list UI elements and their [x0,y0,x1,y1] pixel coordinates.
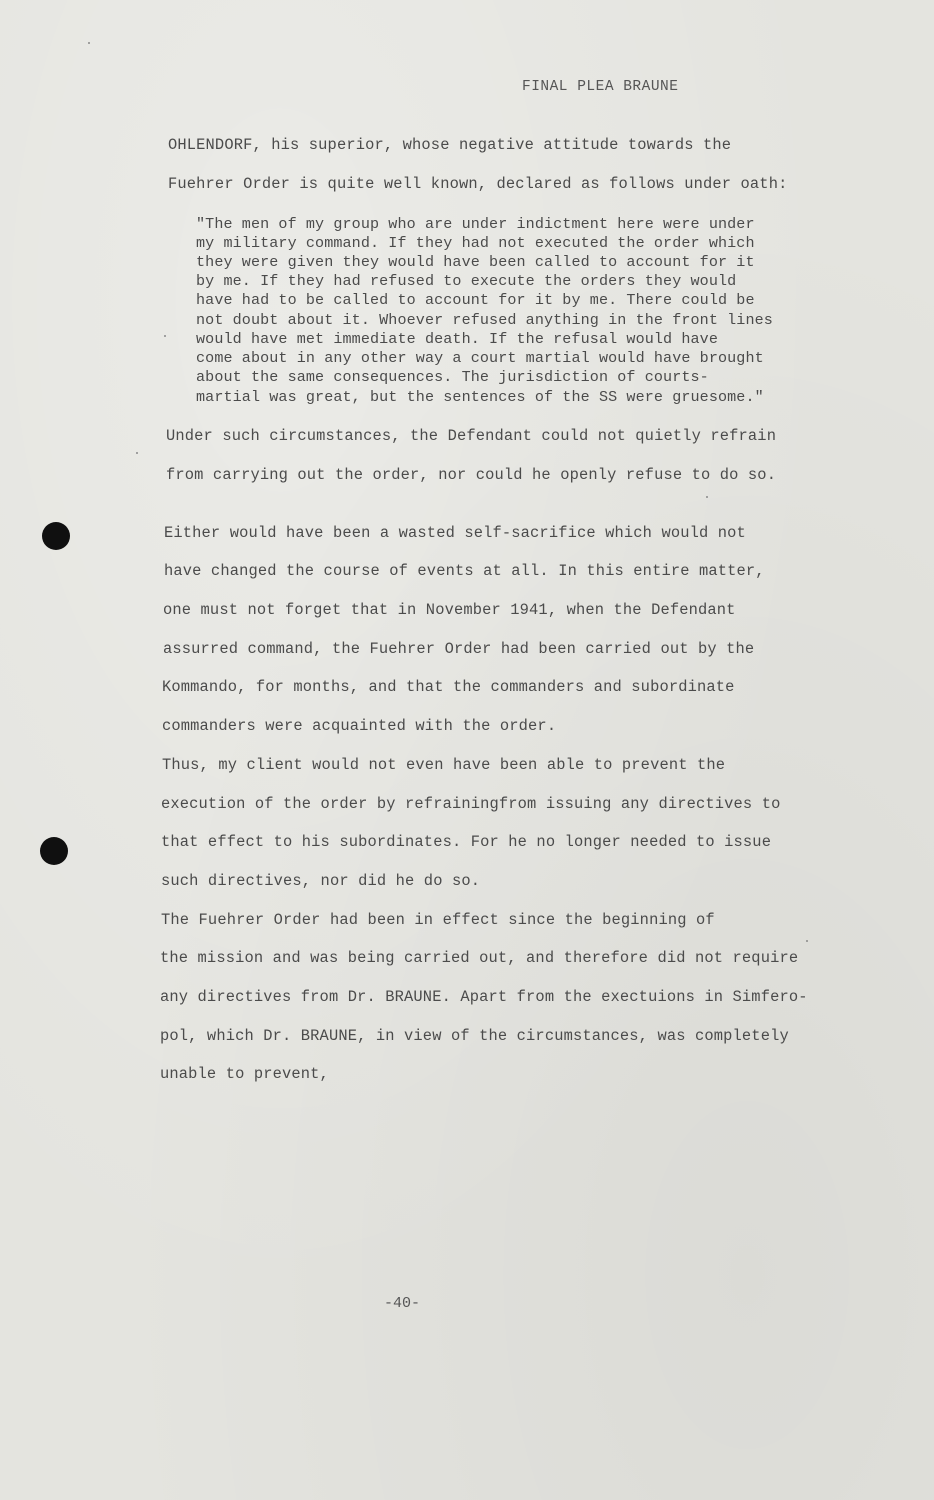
quote-line-10: martial was great, but the sentences of the SS were gruesome." [196,388,764,406]
quote-line-6: not doubt about it. Whoever refused anything in the front lines [196,311,773,329]
quote-line-9: about the same consequences. The jurisdiction of courts- [196,368,709,386]
quote-line-5: have had to be called to account for it by me. There could be [196,291,755,309]
document-header: FINAL PLEA BRAUNE [522,79,679,95]
quote-line-8: come about in any other way a court martial would have brought [196,349,764,367]
paragraph-line-4: assurred command, the Fuehrer Order had been carried out by the [163,640,755,658]
paragraph-line-13: any directives from Dr. BRAUNE. Apart from the exectuions in Simfero- [160,988,808,1006]
after-quote-line-1: Under such circumstances, the Defendant could not quietly refrain [166,427,777,445]
quote-line-7: would have met immediate death. If the refusal would have [196,330,718,348]
quote-line-4: by me. If they had refused to execute the orders they would [196,272,737,290]
paragraph-line-5: Kommando, for months, and that the commanders and subordinate [162,678,735,696]
paper-speck [88,42,90,44]
intro-line-2: Fuehrer Order is quite well known, declared as follows under oath: [168,175,788,193]
paragraph-line-15: unable to prevent, [160,1065,329,1083]
paragraph-line-1: Either would have been a wasted self-sacrifice which would not [164,524,746,542]
paper-speck [164,335,166,337]
paragraph-line-6: commanders were acquainted with the order. [162,717,557,735]
paragraph-line-7: Thus, my client would not even have been able to prevent the [162,756,726,774]
intro-line-1: OHLENDORF, his superior, whose negative attitude towards the [168,136,732,154]
paragraph-line-11: The Fuehrer Order had been in effect since the beginning of [161,911,715,929]
quote-line-3: they were given they would have been called to account for it [196,253,755,271]
quote-line-1: "The men of my group who are under indictment here were under [196,215,755,233]
paragraph-line-3: one must not forget that in November 1941, when the Defendant [163,601,736,619]
paragraph-line-10: such directives, nor did he do so. [161,872,481,890]
page-number: -40- [384,1295,421,1312]
paragraph-line-8: execution of the order by refrainingfrom issuing any directives to [161,795,781,813]
quote-line-2: my military command. If they had not executed the order which [196,234,755,252]
paragraph-line-9: that effect to his subordinates. For he no longer needed to issue [161,833,772,851]
punch-hole-bottom [40,837,68,865]
paragraph-line-12: the mission and was being carried out, and therefore did not require [160,949,799,967]
paper-speck [136,452,138,454]
paper-speck [706,496,708,498]
paper-speck [806,940,808,942]
paragraph-line-14: pol, which Dr. BRAUNE, in view of the circumstances, was completely [160,1027,789,1045]
punch-hole-top [42,522,70,550]
after-quote-line-2: from carrying out the order, nor could he openly refuse to do so. [166,466,777,484]
paragraph-line-2: have changed the course of events at all. In this entire matter, [164,562,765,580]
